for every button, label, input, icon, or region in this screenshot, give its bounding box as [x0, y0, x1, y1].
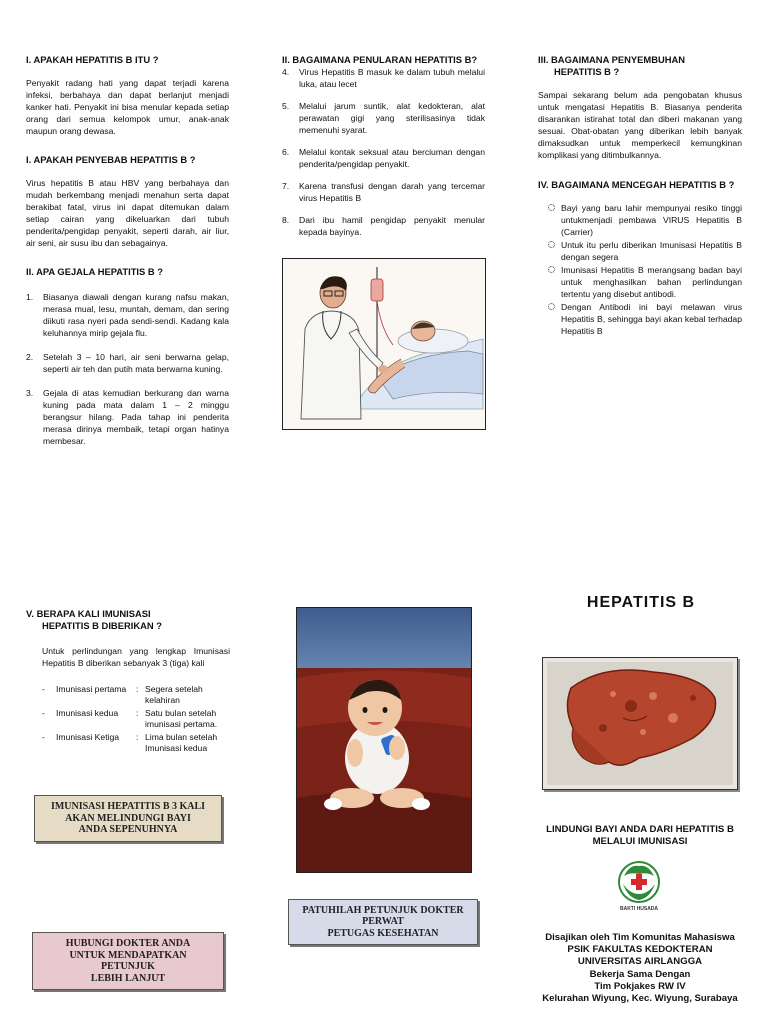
credit-line: Disajikan oleh Tim Komunitas Mahasiswa [545, 932, 735, 943]
callout-line: PETUNJUK [101, 961, 155, 972]
transmission-title: II. BAGAIMANA PENULARAN HEPATITIS B? [282, 54, 478, 65]
callout-follow-doctor [288, 899, 478, 945]
logo-text: BAKTI HUSADA [619, 906, 659, 912]
prevention-list [547, 202, 742, 338]
list-item [26, 351, 229, 375]
list-item [26, 291, 229, 339]
separator: : [136, 708, 139, 718]
list-item [26, 387, 229, 447]
list-item [282, 180, 485, 204]
item-number: 6. [282, 147, 290, 157]
separator: : [136, 732, 139, 742]
bakti-husada-logo [616, 858, 662, 920]
callout-line: LEBIH LANJUT [90, 972, 166, 984]
credit-line: Kelurahan Wiyung, Kec. Wiyung, Surabaya [542, 993, 738, 1005]
callout-line: PETUGAS KESEHATAN [327, 927, 439, 939]
tagline-line: LINDUNGI BAYI ANDA DARI HEPATITIS B [546, 824, 734, 835]
schedule-value: Segera setelah kelahiran [145, 684, 203, 705]
immunization-title-line2: HEPATITIS B DIBERIKAN ? [42, 620, 162, 631]
item-text: Melalui kontak seksual atau berciuman dengan penderita/pengidap penyakit. [299, 147, 485, 169]
treatment-text: Sampai sekarang belum ada pengobatan khusus untuk mengatasi Hepatitis B. Biasanya penderita disarankan istirahat total dan diberi makanan yang sesuai. Obat-obatan yang diberikan lebih banyak dimaksudkan untuk memperkecil kemungkinan komplikasi yang ditimbulkannya. [538, 90, 742, 160]
doctor-patient-illustration [282, 258, 486, 430]
item-number: 4. [282, 67, 290, 77]
bullet-icon [548, 303, 555, 310]
dash: - [42, 684, 45, 694]
credit-line: UNIVERSITAS AIRLANGGA [577, 956, 703, 968]
callout-line: IMUNISASI HEPATITIS B 3 KALI [50, 801, 206, 813]
callout-line: PERWAT [362, 916, 404, 928]
schedule-value: Satu bulan setelah imunisasi pertama. [145, 708, 218, 729]
cover-credits [530, 932, 750, 1005]
item-number: 2. [26, 352, 34, 362]
item-text: Dengan Antibodi ini bayi melawan virus Hepatitis B, sehingga bayi akan kebal terhadap Hepatitis B [561, 302, 742, 336]
prevention-title: IV. BAGAIMANA MENCEGAH HEPATITIS B ? [538, 179, 735, 190]
section-2-text: Virus hepatitis B atau HBV yang berbahaya dan mudah berkembang menjadi menahun serta dapat berakibat fatal, virus ini dapat ditemukan dalam setiap cairan yang dikeluarkan dari tubuh penderita/pengidap penyakit, seperti darah, air liur, air seni, air susu ibu dan sebagainya. [26, 178, 229, 248]
item-number: 7. [282, 181, 290, 191]
credit-line: PSIK FAKULTAS KEDOKTERAN [567, 944, 713, 956]
schedule-row [42, 708, 217, 732]
immunization-text: Untuk perlindungan yang lengkap Imunisasi Hepatitis B diberikan sebanyak 3 (tiga) kali [42, 646, 230, 668]
dash: - [42, 732, 45, 742]
symptoms-list [26, 291, 229, 459]
item-text: Karena transfusi dengan darah yang tercemar virus Hepatitis B [299, 181, 485, 203]
item-text: Bayi yang baru lahir mempunyai resiko tinggi untukmenjadi pembawa VIRUS Hepatitis B (Carrier) [561, 203, 742, 237]
list-item [547, 301, 742, 337]
dash: - [42, 708, 45, 718]
item-number: 8. [282, 215, 290, 225]
section-2-title: I. APAKAH PENYEBAB HEPATITIS B ? [26, 154, 196, 165]
tagline-line: MELALUI IMUNISASI [592, 836, 688, 847]
schedule-label: Imunisasi kedua [56, 708, 119, 718]
schedule-row [42, 684, 217, 708]
baby-photo [296, 607, 472, 873]
callout-line: UNTUK MENDAPATKAN [69, 949, 187, 961]
callout-line: AKAN MELINDUNGI BAYI [65, 812, 191, 824]
credit-line: Bekerja Sama Dengan [589, 968, 691, 980]
callout-line: HUBUNGI DOKTER ANDA [65, 938, 191, 949]
list-item [547, 239, 742, 263]
cover-title: HEPATITIS B [586, 594, 696, 611]
schedule-label: Imunisasi pertama [56, 684, 127, 694]
item-number: 5. [282, 101, 290, 111]
transmission-list [282, 66, 485, 248]
item-number: 1. [26, 292, 34, 302]
list-item [282, 66, 485, 90]
immunization-schedule [42, 684, 217, 756]
item-number: 3. [26, 388, 34, 398]
bullet-icon [548, 241, 555, 248]
treatment-title-line1: III. BAGAIMANA PENYEMBUHAN [538, 54, 686, 65]
schedule-label: Imunisasi Ketiga [56, 732, 120, 742]
item-text: Melalui jarum suntik, alat kedokteran, alat perawatan gigi yang sterilisasinya tidak memenuhi syarat. [299, 101, 485, 135]
item-text: Biasanya diawali dengan kurang nafsu makan, merasa mual, lesu, muntah, demam, dan sering diikuti rasa nyeri pada sendi-sendi. Kadang kala keluhannya mirip gejala flu. [43, 292, 229, 338]
immunization-title-line1: V. BERAPA KALI IMUNISASI [26, 608, 151, 619]
schedule-row [42, 732, 217, 756]
treatment-title-line2: HEPATITIS B ? [554, 66, 620, 77]
cover-tagline [540, 824, 740, 848]
item-text: Virus Hepatitis B masuk ke dalam tubuh melalui luka, atau lecet [299, 67, 485, 89]
callout-line: PATUHILAH PETUNJUK DOKTER [302, 904, 464, 916]
list-item [282, 214, 485, 238]
callout-contact-doctor [32, 932, 224, 990]
list-item [282, 146, 485, 170]
credit-line: Tim Pokjakes RW IV [594, 980, 686, 992]
item-text: Setelah 3 – 10 hari, air seni berwarna gelap, seperti air teh dan putih mata berwarna kuning. [43, 352, 229, 374]
item-text: Untuk itu perlu diberikan Imunisasi Hepatitis B dengan segera [561, 240, 742, 262]
list-item [547, 202, 742, 238]
item-text: Gejala di atas kemudian berkurang dan warna kuning pada mata dalam 1 – 2 minggu berangsur hilang. Pada tahap ini penderita merasa dirinya membaik, tetapi organ hatinya membesar. [43, 388, 229, 446]
callout-immunization-3x [34, 795, 222, 842]
callout-line: ANDA SEPENUHNYA [78, 824, 178, 836]
section-1-title: I. APAKAH HEPATITIS B ITU ? [26, 54, 159, 65]
bullet-icon [548, 204, 555, 211]
list-item [547, 264, 742, 300]
section-3-title: II. APA GEJALA HEPATITIS B ? [26, 266, 163, 277]
item-text: Imunisasi Hepatitis B merangsang badan bayi untuk menghasilkan bahan perlindungan tertentu yang disebut antibodi. [561, 265, 742, 299]
bullet-icon [548, 266, 555, 273]
separator: : [136, 684, 139, 694]
item-text: Dari ibu hamil pengidap penyakit menular kepada bayinya. [299, 215, 485, 237]
schedule-value: Lima bulan setelah Imunisasi kedua [145, 732, 218, 753]
section-1-text: Penyakit radang hati yang dapat terjadi karena infeksi, berbahaya dan dapat berlanjut menjadi kanker hati. Penyakit ini bisa menular kepada setiap orang dari semua kelompok umur, anak-anak maupun orang dewasa. [26, 78, 229, 136]
list-item [282, 100, 485, 136]
liver-photo [542, 657, 738, 790]
